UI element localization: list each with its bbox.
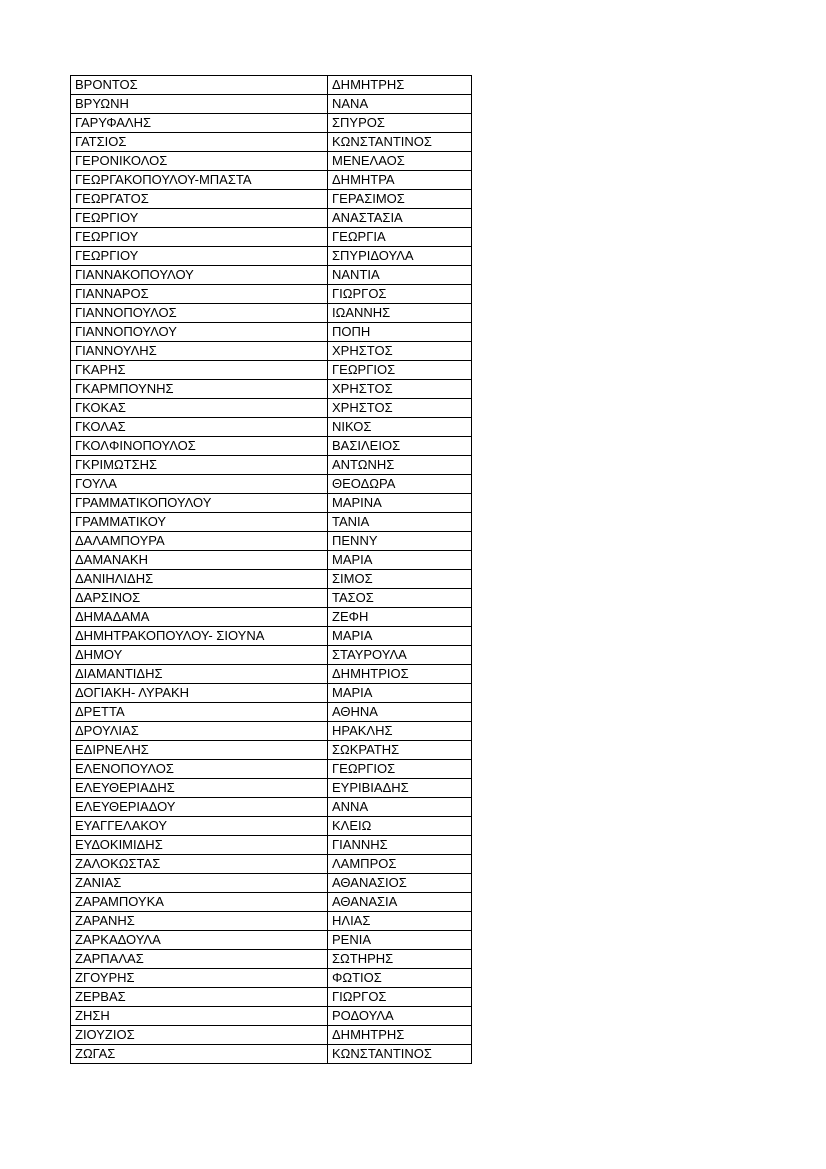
first-name-cell: ΝΙΚΟΣ [328, 418, 472, 437]
surname-cell: ΓΕΡΟΝΙΚΟΛΟΣ [71, 152, 328, 171]
first-name-cell: ΓΙΩΡΓΟΣ [328, 988, 472, 1007]
first-name-cell: ΓΕΩΡΓΙΑ [328, 228, 472, 247]
table-row [71, 912, 472, 931]
first-name-cell: ΓΕΩΡΓΙΟΣ [328, 760, 472, 779]
table-row [71, 627, 472, 646]
first-name-cell: ΧΡΗΣΤΟΣ [328, 342, 472, 361]
table-row [71, 418, 472, 437]
first-name-cell: ΠΕΝΝΥ [328, 532, 472, 551]
surname-cell: ΔΙΑΜΑΝΤΙΔΗΣ [71, 665, 328, 684]
surname-cell: ΓΙΑΝΝΟΥΛΗΣ [71, 342, 328, 361]
first-name-cell: ΑΝΝΑ [328, 798, 472, 817]
first-name-cell: ΓΕΩΡΓΙΟΣ [328, 361, 472, 380]
table-row [71, 988, 472, 1007]
surname-cell: ΖΑΡΚΑΔΟΥΛΑ [71, 931, 328, 950]
first-name-cell: ΣΙΜΟΣ [328, 570, 472, 589]
surname-cell: ΓΕΩΡΓΑΚΟΠΟΥΛΟΥ-ΜΠΑΣΤΑ [71, 171, 328, 190]
table-row [71, 874, 472, 893]
table-row [71, 380, 472, 399]
surname-cell: ΔΟΓΙΑΚΗ- ΛΥΡΑΚΗ [71, 684, 328, 703]
surname-cell: ΓΙΑΝΝΟΠΟΥΛΟΣ [71, 304, 328, 323]
first-name-cell: ΓΙΩΡΓΟΣ [328, 285, 472, 304]
first-name-cell: ΠΟΠΗ [328, 323, 472, 342]
table-row [71, 475, 472, 494]
first-name-cell: ΑΘΑΝΑΣΙΑ [328, 893, 472, 912]
surname-cell: ΕΔΙΡΝΕΛΗΣ [71, 741, 328, 760]
table-row [71, 817, 472, 836]
surname-cell: ΓΡΑΜΜΑΤΙΚΟΠΟΥΛΟΥ [71, 494, 328, 513]
table-row [71, 399, 472, 418]
table-row [71, 513, 472, 532]
table-row [71, 228, 472, 247]
first-name-cell: ΜΕΝΕΛΑΟΣ [328, 152, 472, 171]
table-row [71, 950, 472, 969]
table-row [71, 570, 472, 589]
surname-cell: ΓΑΤΣΙΟΣ [71, 133, 328, 152]
surname-cell: ΓΚΑΡΜΠΟΥΝΗΣ [71, 380, 328, 399]
surname-cell: ΓΡΑΜΜΑΤΙΚΟΥ [71, 513, 328, 532]
table-row [71, 665, 472, 684]
first-name-cell: ΔΗΜΗΤΡΙΟΣ [328, 665, 472, 684]
first-name-cell: ΣΠΥΡΟΣ [328, 114, 472, 133]
surname-cell: ΖΙΟΥΖΙΟΣ [71, 1026, 328, 1045]
table-row [71, 646, 472, 665]
table-row [71, 437, 472, 456]
table-row [71, 608, 472, 627]
first-name-cell: ΙΩΑΝΝΗΣ [328, 304, 472, 323]
first-name-cell: ΦΩΤΙΟΣ [328, 969, 472, 988]
surname-cell: ΓΟΥΛΑ [71, 475, 328, 494]
surname-cell: ΕΛΕΥΘΕΡΙΑΔΗΣ [71, 779, 328, 798]
table-row [71, 456, 472, 475]
first-name-cell: ΑΘΑΝΑΣΙΟΣ [328, 874, 472, 893]
surname-cell: ΒΡΟΝΤΟΣ [71, 76, 328, 95]
table-row [71, 551, 472, 570]
surname-cell: ΖΩΓΑΣ [71, 1045, 328, 1064]
table-row [71, 969, 472, 988]
table-row [71, 893, 472, 912]
first-name-cell: ΜΑΡΙΑ [328, 551, 472, 570]
table-row [71, 684, 472, 703]
surname-cell: ΓΚΑΡΗΣ [71, 361, 328, 380]
surname-cell: ΓΚΟΛΦΙΝΟΠΟΥΛΟΣ [71, 437, 328, 456]
surname-cell: ΕΛΕΝΟΠΟΥΛΟΣ [71, 760, 328, 779]
table-row [71, 760, 472, 779]
first-name-cell: ΓΙΑΝΝΗΣ [328, 836, 472, 855]
table-row [71, 266, 472, 285]
first-name-cell: ΗΡΑΚΛΗΣ [328, 722, 472, 741]
surname-cell: ΕΥΑΓΓΕΛΑΚΟΥ [71, 817, 328, 836]
table-row [71, 1045, 472, 1064]
table-row [71, 209, 472, 228]
first-name-cell: ΝΑΝΤΙΑ [328, 266, 472, 285]
table-row [71, 855, 472, 874]
table-row [71, 247, 472, 266]
first-name-cell: ΚΩΝΣΤΑΝΤΙΝΟΣ [328, 1045, 472, 1064]
surname-cell: ΖΑΝΙΑΣ [71, 874, 328, 893]
surname-cell: ΔΗΜΟΥ [71, 646, 328, 665]
first-name-cell: ΑΝΑΣΤΑΣΙΑ [328, 209, 472, 228]
surname-cell: ΔΗΜΑΔΑΜΑ [71, 608, 328, 627]
surname-cell: ΖΕΡΒΑΣ [71, 988, 328, 1007]
table-row [71, 361, 472, 380]
surname-cell: ΕΥΔΟΚΙΜΙΔΗΣ [71, 836, 328, 855]
table-row [71, 95, 472, 114]
surname-cell: ΖΑΡΠΑΛΑΣ [71, 950, 328, 969]
surname-cell: ΓΙΑΝΝΑΚΟΠΟΥΛΟΥ [71, 266, 328, 285]
first-name-cell: ΓΕΡΑΣΙΜΟΣ [328, 190, 472, 209]
first-name-cell: ΔΗΜΗΤΡΑ [328, 171, 472, 190]
table-row [71, 76, 472, 95]
surname-cell: ΖΑΡΑΜΠΟΥΚΑ [71, 893, 328, 912]
first-name-cell: ΝΑΝΑ [328, 95, 472, 114]
table-row [71, 114, 472, 133]
first-name-cell: ΖΕΦΗ [328, 608, 472, 627]
table-row [71, 722, 472, 741]
first-name-cell: ΑΝΤΩΝΗΣ [328, 456, 472, 475]
table-row [71, 798, 472, 817]
first-name-cell: ΘΕΟΔΩΡΑ [328, 475, 472, 494]
surname-cell: ΔΑΝΙΗΛΙΔΗΣ [71, 570, 328, 589]
name-table [70, 75, 472, 1064]
surname-cell: ΕΛΕΥΘΕΡΙΑΔΟΥ [71, 798, 328, 817]
first-name-cell: ΤΑΝΙΑ [328, 513, 472, 532]
surname-cell: ΒΡΥΩΝΗ [71, 95, 328, 114]
surname-cell: ΓΙΑΝΝΑΡΟΣ [71, 285, 328, 304]
surname-cell: ΓΕΩΡΓΙΟΥ [71, 247, 328, 266]
surname-cell: ΓΙΑΝΝΟΠΟΥΛΟΥ [71, 323, 328, 342]
table-row [71, 152, 472, 171]
surname-cell: ΓΚΡΙΜΩΤΣΗΣ [71, 456, 328, 475]
table-row [71, 323, 472, 342]
first-name-cell: ΡΕΝΙΑ [328, 931, 472, 950]
table-row [71, 285, 472, 304]
table-row [71, 171, 472, 190]
first-name-cell: ΜΑΡΙΑ [328, 684, 472, 703]
surname-cell: ΔΡΟΥΛΙΑΣ [71, 722, 328, 741]
table-row [71, 532, 472, 551]
surname-cell: ΖΓΟΥΡΗΣ [71, 969, 328, 988]
surname-cell: ΖΑΛΟΚΩΣΤΑΣ [71, 855, 328, 874]
first-name-cell: ΗΛΙΑΣ [328, 912, 472, 931]
first-name-cell: ΑΘΗΝΑ [328, 703, 472, 722]
first-name-cell: ΧΡΗΣΤΟΣ [328, 380, 472, 399]
table-row [71, 589, 472, 608]
surname-cell: ΓΑΡΥΦΑΛΗΣ [71, 114, 328, 133]
name-table-body [71, 76, 472, 1064]
table-row [71, 1007, 472, 1026]
first-name-cell: ΒΑΣΙΛΕΙΟΣ [328, 437, 472, 456]
surname-cell: ΓΕΩΡΓΑΤΟΣ [71, 190, 328, 209]
first-name-cell: ΜΑΡΙΝΑ [328, 494, 472, 513]
table-row [71, 741, 472, 760]
table-row [71, 304, 472, 323]
first-name-cell: ΜΑΡΙΑ [328, 627, 472, 646]
first-name-cell: ΚΩΝΣΤΑΝΤΙΝΟΣ [328, 133, 472, 152]
first-name-cell: ΣΠΥΡΙΔΟΥΛΑ [328, 247, 472, 266]
table-row [71, 931, 472, 950]
first-name-cell: ΡΟΔΟΥΛΑ [328, 1007, 472, 1026]
first-name-cell: ΚΛΕΙΩ [328, 817, 472, 836]
table-row [71, 836, 472, 855]
surname-cell: ΖΑΡΑΝΗΣ [71, 912, 328, 931]
first-name-cell: ΔΗΜΗΤΡΗΣ [328, 1026, 472, 1045]
table-row [71, 133, 472, 152]
table-row [71, 1026, 472, 1045]
first-name-cell: ΕΥΡΙΒΙΑΔΗΣ [328, 779, 472, 798]
first-name-cell: ΣΩΤΗΡΗΣ [328, 950, 472, 969]
surname-cell: ΔΗΜΗΤΡΑΚΟΠΟΥΛΟΥ- ΣΙΟΥΝΑ [71, 627, 328, 646]
table-row [71, 342, 472, 361]
surname-cell: ΓΕΩΡΓΙΟΥ [71, 209, 328, 228]
surname-cell: ΔΑΜΑΝΑΚΗ [71, 551, 328, 570]
first-name-cell: ΣΤΑΥΡΟΥΛΑ [328, 646, 472, 665]
first-name-cell: ΔΗΜΗΤΡΗΣ [328, 76, 472, 95]
table-row [71, 494, 472, 513]
surname-cell: ΓΕΩΡΓΙΟΥ [71, 228, 328, 247]
first-name-cell: ΤΑΣΟΣ [328, 589, 472, 608]
table-row [71, 779, 472, 798]
surname-cell: ΓΚΟΛΑΣ [71, 418, 328, 437]
table-row [71, 190, 472, 209]
surname-cell: ΓΚΟΚΑΣ [71, 399, 328, 418]
surname-cell: ΖΗΣΗ [71, 1007, 328, 1026]
first-name-cell: ΛΑΜΠΡΟΣ [328, 855, 472, 874]
surname-cell: ΔΑΡΣΙΝΟΣ [71, 589, 328, 608]
surname-cell: ΔΑΛΑΜΠΟΥΡΑ [71, 532, 328, 551]
surname-cell: ΔΡΕΤΤΑ [71, 703, 328, 722]
first-name-cell: ΧΡΗΣΤΟΣ [328, 399, 472, 418]
first-name-cell: ΣΩΚΡΑΤΗΣ [328, 741, 472, 760]
table-row [71, 703, 472, 722]
